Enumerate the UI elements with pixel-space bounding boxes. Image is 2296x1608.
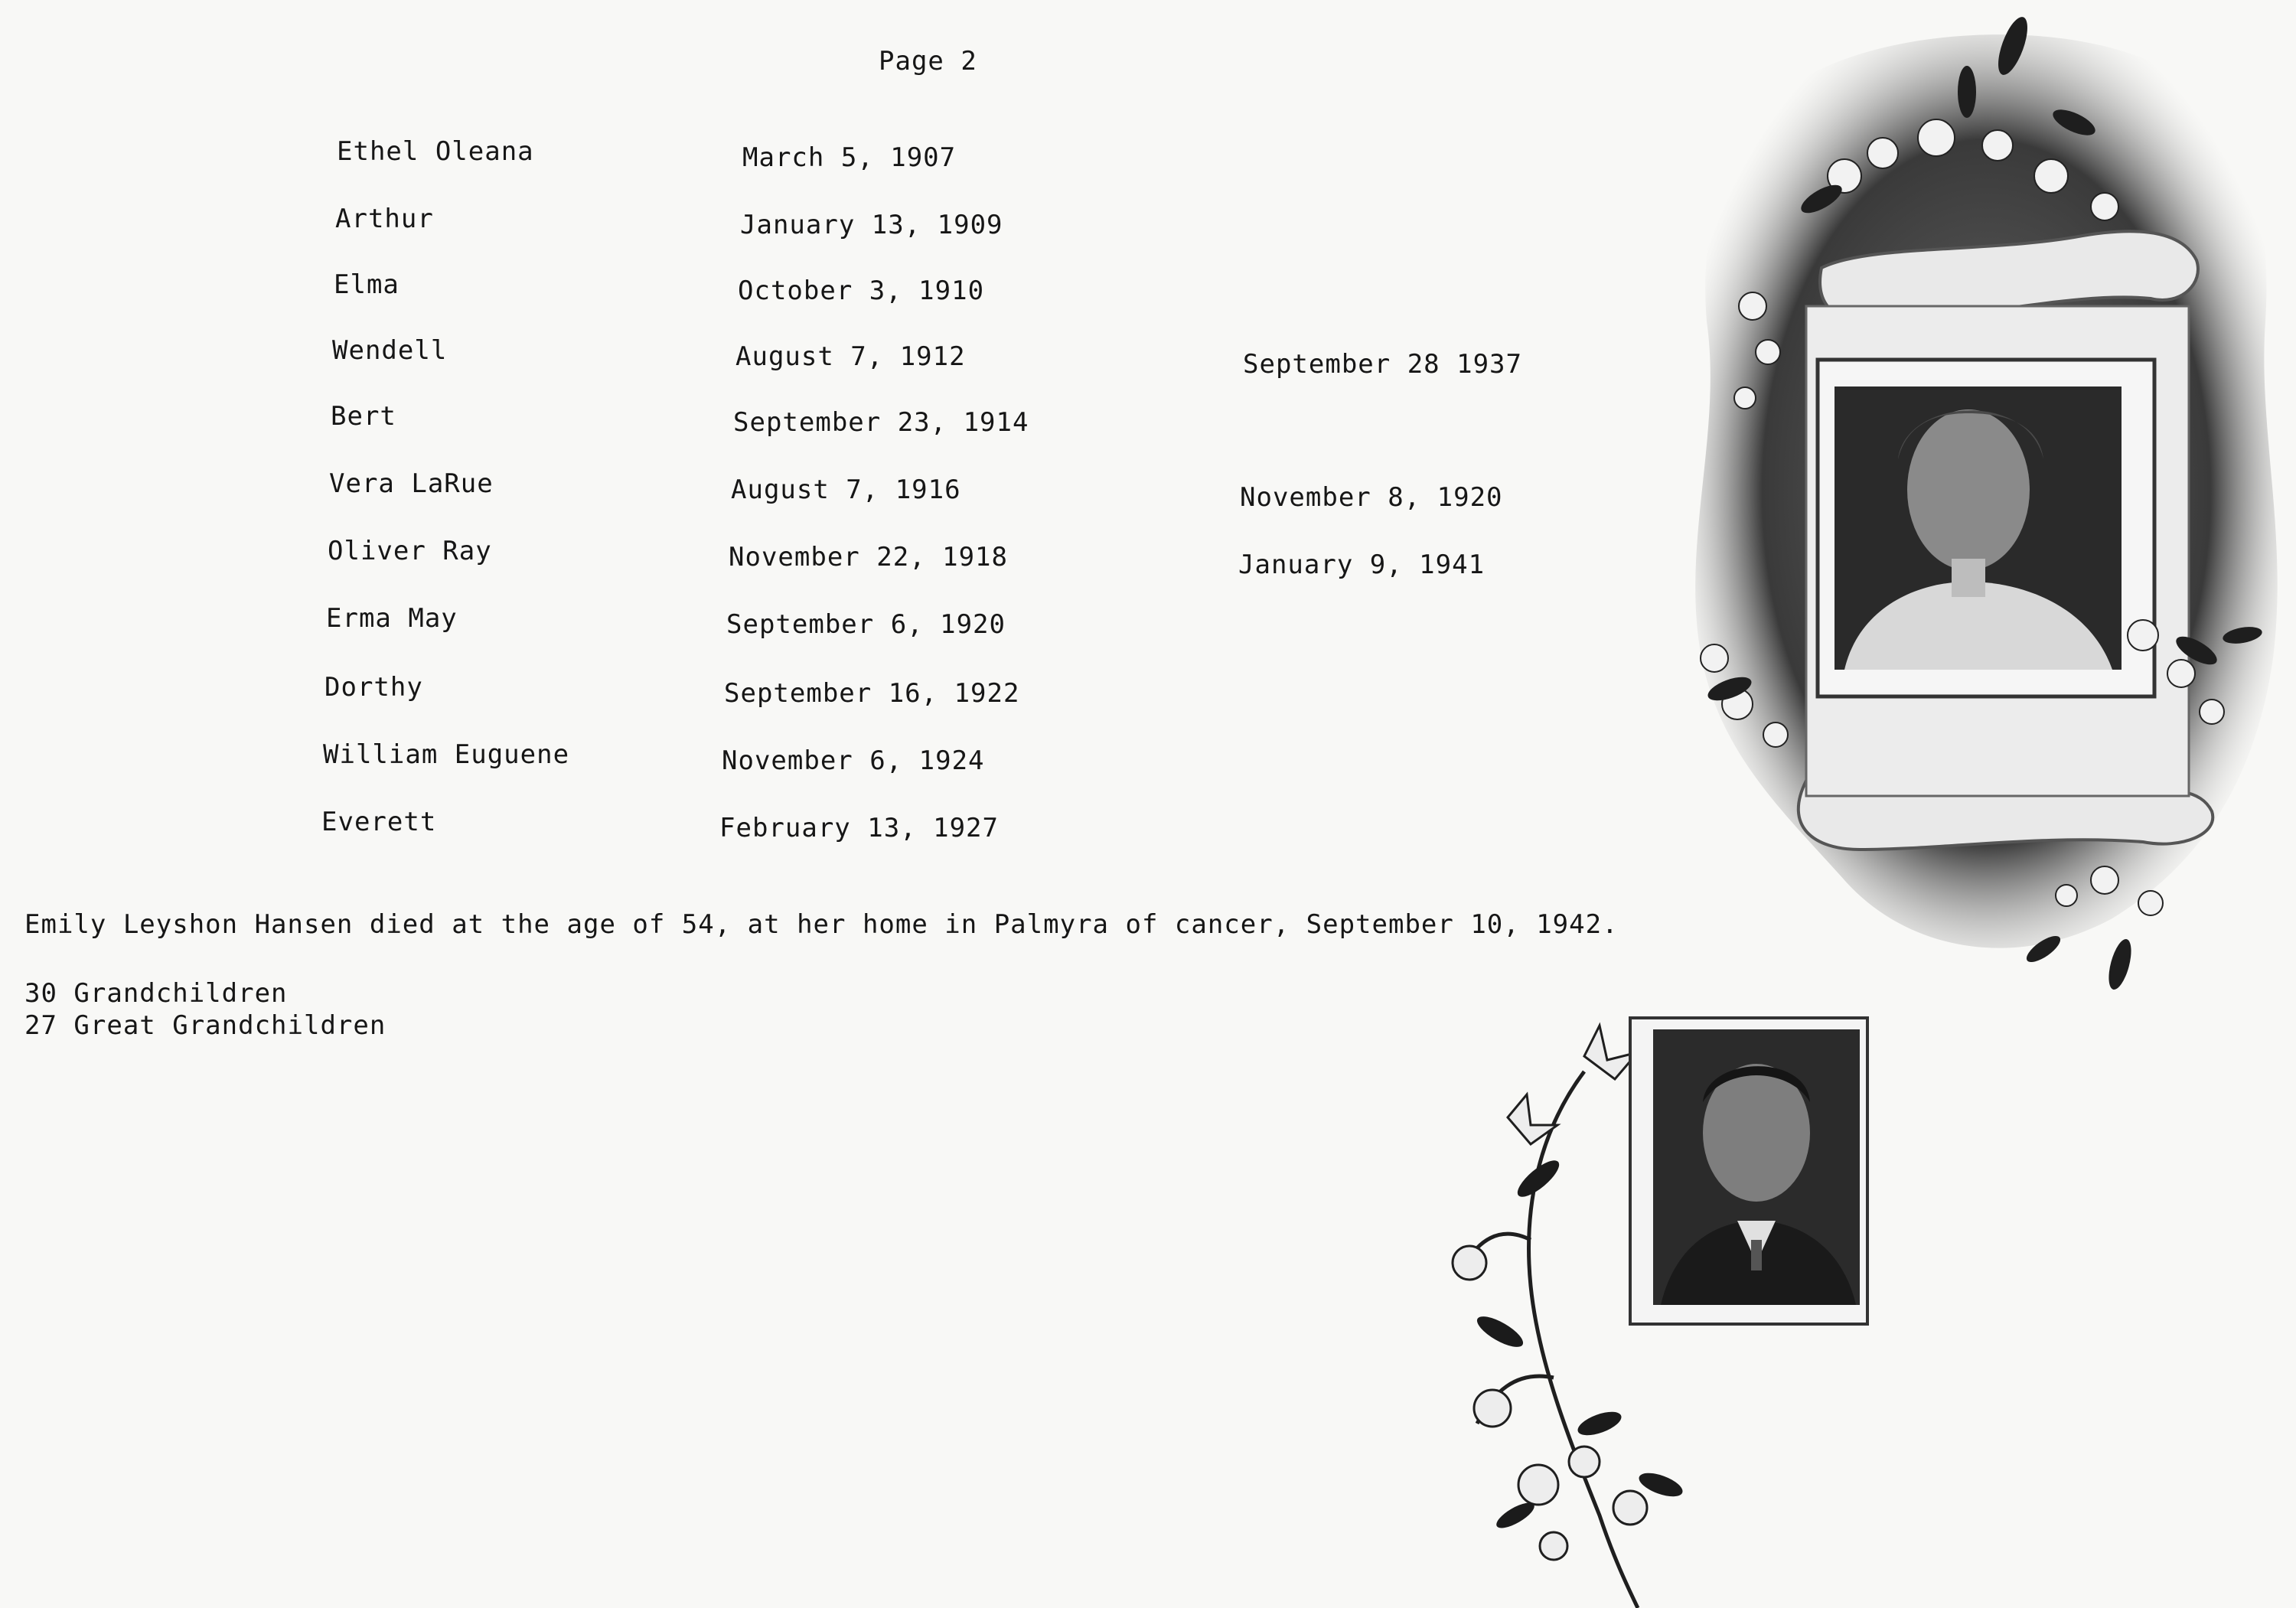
child-name: Ethel Oleana xyxy=(337,136,534,167)
page-number: Page 2 xyxy=(879,46,977,77)
child-name: Arthur xyxy=(335,204,434,234)
child-name: Bert xyxy=(331,401,396,432)
great-grandchildren-count: 27 Great Grandchildren xyxy=(24,1010,386,1041)
child-birth-date: January 13, 1909 xyxy=(740,210,1003,240)
child-birth-date: September 6, 1920 xyxy=(726,609,1006,640)
grandchildren-count: 30 Grandchildren xyxy=(24,978,288,1009)
child-name: Everett xyxy=(321,807,437,837)
child-birth-date: March 5, 1907 xyxy=(742,142,957,173)
child-name: Dorthy xyxy=(325,672,423,703)
child-birth-date: September 16, 1922 xyxy=(724,678,1020,709)
child-birth-date: August 7, 1912 xyxy=(735,341,966,372)
floral-scroll-frame xyxy=(1615,0,2296,1010)
child-birth-date: November 6, 1924 xyxy=(722,745,985,776)
child-name: Wendell xyxy=(332,335,448,366)
floral-photo-sprig xyxy=(1401,1010,1898,1608)
child-death-date: November 8, 1920 xyxy=(1240,482,1503,513)
child-name: Elma xyxy=(334,269,400,300)
child-name: William Euguene xyxy=(323,739,570,770)
child-name: Vera LaRue xyxy=(329,468,494,499)
child-death-date: September 28 1937 xyxy=(1243,349,1522,380)
child-birth-date: February 13, 1927 xyxy=(719,813,999,843)
child-birth-date: October 3, 1910 xyxy=(738,276,985,306)
child-birth-date: August 7, 1916 xyxy=(731,475,961,505)
child-death-date: January 9, 1941 xyxy=(1238,550,1486,580)
child-birth-date: November 22, 1918 xyxy=(729,542,1008,572)
child-birth-date: September 23, 1914 xyxy=(733,407,1029,438)
stem-vine xyxy=(1462,1071,1638,1608)
child-name: Erma May xyxy=(326,603,458,634)
flower-blooms xyxy=(1453,1026,1647,1560)
child-name: Oliver Ray xyxy=(328,536,492,566)
death-summary: Emily Leyshon Hansen died at the age of 54, at her home in Palmyra of cancer, September 10, 1942. xyxy=(24,909,1619,940)
